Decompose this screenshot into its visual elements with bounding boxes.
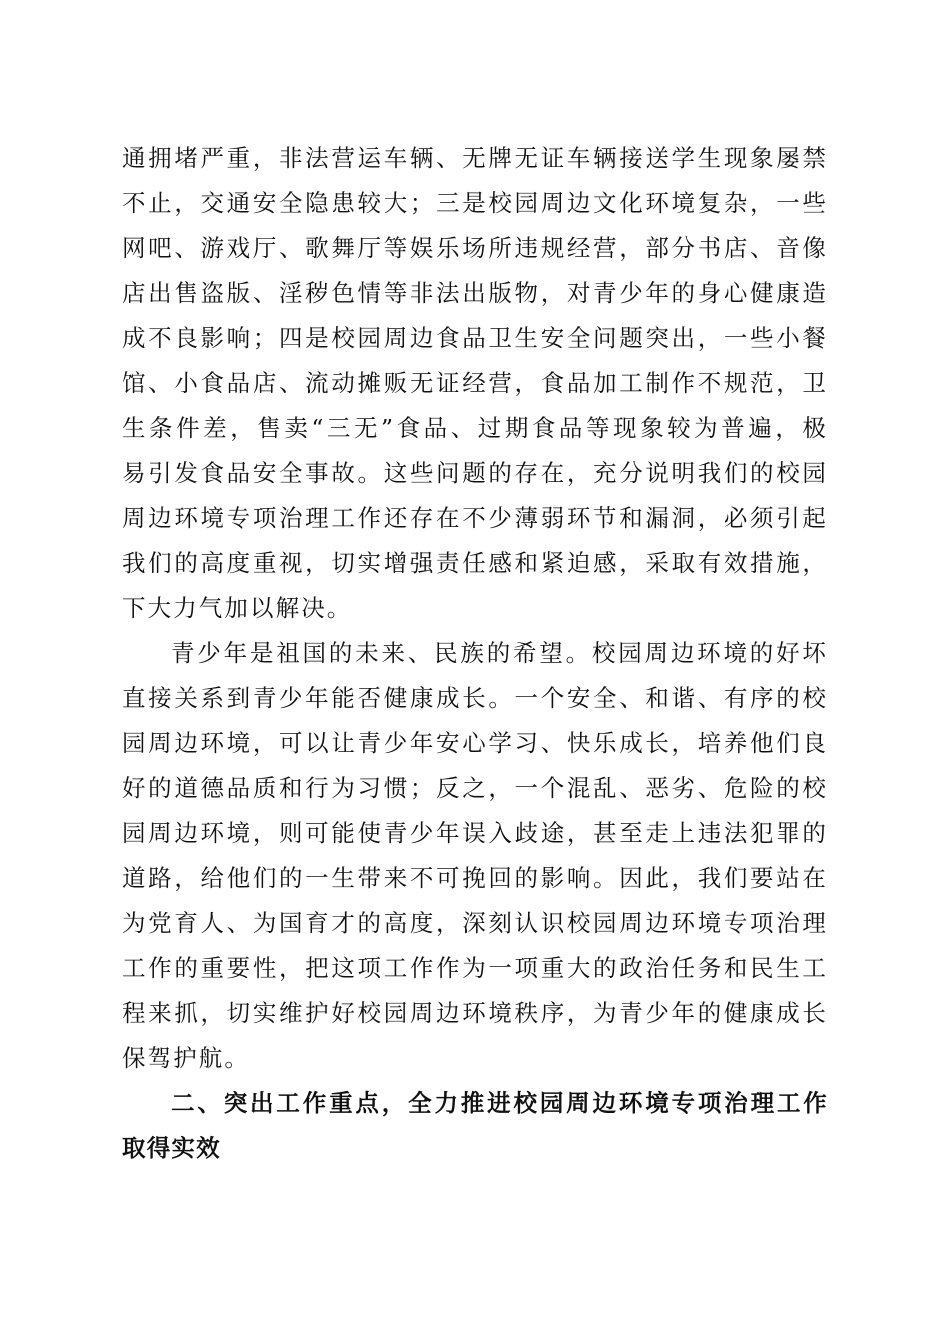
text-line: 好的道德品质和行为习惯；反之，一个混乱、恶劣、危险的校 [122, 774, 828, 802]
paragraph-problems [122, 136, 828, 631]
text-line: 程来抓，切实维护好校园周边环境秩序，为青少年的健康成长 [122, 999, 828, 1027]
text-line: 网吧、游戏厅、歌舞厅等娱乐场所违规经营，部分书店、音像 [122, 234, 828, 262]
text-line: 道路，给他们的一生带来不可挽回的影响。因此，我们要站在 [122, 864, 828, 892]
text-line: 通拥堵严重，非法营运车辆、无牌无证车辆接送学生现象屡禁 [122, 144, 828, 172]
text-line: 馆、小食品店、流动摊贩无证经营，食品加工制作不规范，卫 [122, 369, 828, 397]
text-line: 周边环境专项治理工作还存在不少薄弱环节和漏洞，必须引起 [122, 504, 828, 532]
text-line: 店出售盗版、淫秽色情等非法出版物，对青少年的身心健康造 [122, 279, 828, 307]
text-line: 工作的重要性，把这项工作作为一项重大的政治任务和民生工 [122, 954, 828, 982]
heading-line: 二、突出工作重点，全力推进校园周边环境专项治理工作 [171, 1089, 828, 1117]
section-heading [122, 1081, 828, 1171]
heading-line: 取得实效 [122, 1134, 221, 1162]
text-line: 青少年是祖国的未来、民族的希望。校园周边环境的好坏 [171, 639, 828, 667]
text-line: 直接关系到青少年能否健康成长。一个安全、和谐、有序的校 [122, 684, 828, 712]
text-line: 成不良影响；四是校园周边食品卫生安全问题突出，一些小餐 [122, 324, 828, 352]
text-line: 为党育人、为国育才的高度，深刻认识校园周边环境专项治理 [122, 909, 828, 937]
text-line: 我们的高度重视，切实增强责任感和紧迫感，采取有效措施， [122, 549, 828, 577]
text-line: 不止，交通安全隐患较大；三是校园周边文化环境复杂，一些 [122, 189, 828, 217]
text-line: 易引发食品安全事故。这些问题的存在，充分说明我们的校园 [122, 459, 828, 487]
text-line: 园周边环境，可以让青少年安心学习、快乐成长，培养他们良 [122, 729, 828, 757]
paragraph-importance [122, 631, 828, 1081]
text-line: 生条件差，售卖“三无”食品、过期食品等现象较为普遍，极 [122, 414, 828, 442]
text-line: 下大力气加以解决。 [122, 594, 353, 622]
text-line: 园周边环境，则可能使青少年误入歧途，甚至走上违法犯罪的 [122, 819, 828, 847]
text-line: 保驾护航。 [122, 1044, 250, 1072]
